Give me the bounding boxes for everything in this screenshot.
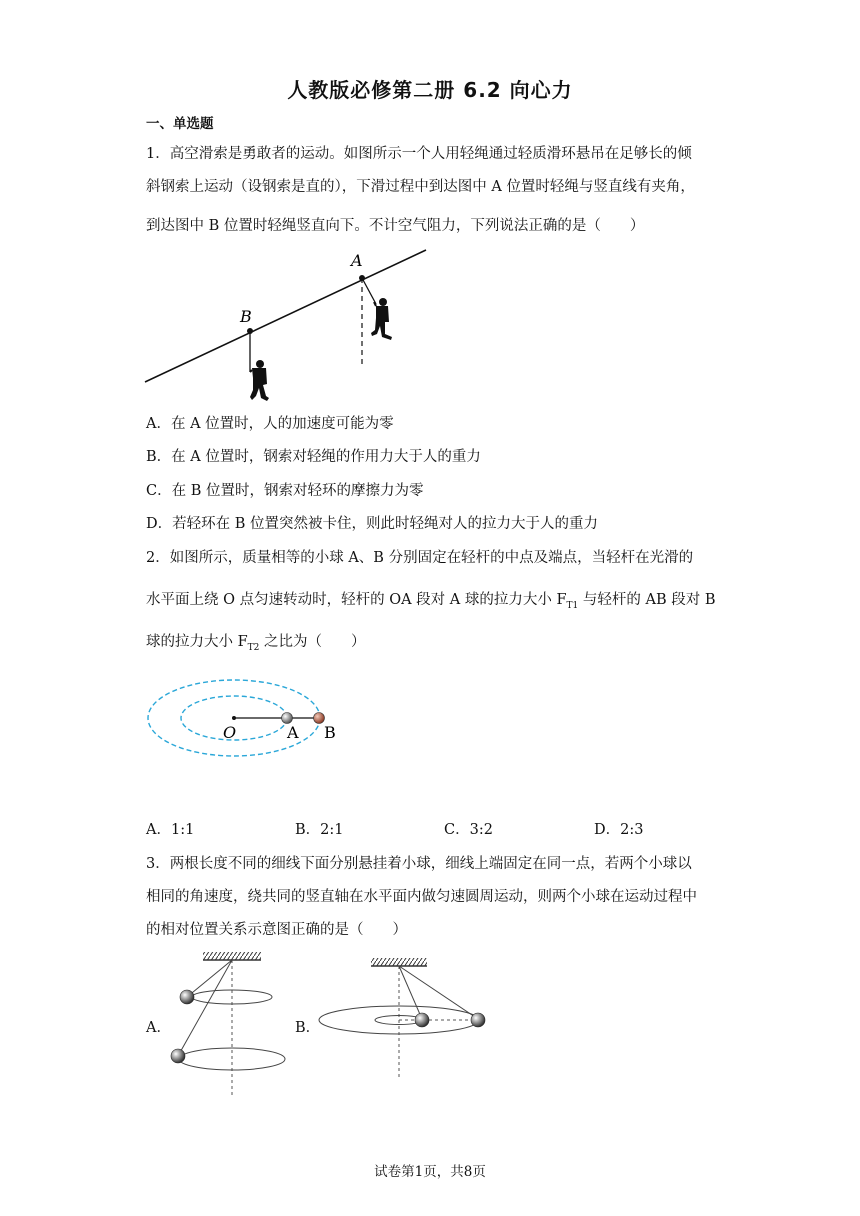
ball-a	[282, 713, 293, 724]
q1-option-a: A．在 A 位置时，人的加速度可能为零	[146, 416, 394, 432]
q3-figure-a	[166, 950, 286, 1100]
q1-option-d: D．若轻环在 B 位置突然被卡住，则此时轻绳对人的拉力大于人的重力	[146, 516, 598, 532]
q2-line-1: 2．如图所示，质量相等的小球 A、B 分别固定在轻杆的中点及端点，当轻杆在光滑的	[146, 550, 694, 566]
zipline-figure	[140, 244, 440, 404]
q3-line-1: 3．两根长度不同的细线下面分别悬挂着小球，细线上端固定在同一点，若两个小球以	[146, 856, 692, 872]
q2-option-d: D．2:3	[594, 822, 644, 838]
q1-line-3: 到达图中 B 位置时轻绳竖直向下。不计空气阻力，下列说法正确的是（ ）	[146, 218, 645, 234]
page-title: 人教版必修第二册 6.2 向心力	[287, 78, 573, 102]
q1-line-2: 斜钢索上运动（设钢索是直的），下滑过程中到达图中 A 位置时轻绳与竖直线有夹角，	[146, 179, 695, 195]
page-footer: 试卷第1页，共8页	[374, 1164, 486, 1180]
q2-label-a: A	[287, 723, 299, 742]
ball-b	[314, 713, 325, 724]
q3-figure-b	[316, 955, 496, 1085]
q3-line-3: 的相对位置关系示意图正确的是（ ）	[146, 922, 407, 938]
rotating-rod-figure	[140, 672, 370, 772]
q3-line-2: 相同的角速度，绕共同的竖直轴在水平面内做匀速圆周运动，则两个小球在运动过程中	[146, 889, 697, 905]
q2-line-3-sub: T2	[247, 642, 260, 653]
q1-label-b: B	[240, 307, 252, 326]
q1-option-c: C．在 B 位置时，钢索对轻环的摩擦力为零	[146, 483, 424, 499]
q2-option-c: C．3:2	[444, 822, 493, 838]
q2-label-b: B	[324, 723, 336, 742]
section-heading: 一、单选题	[146, 116, 214, 132]
q2-line-2-sub: T1	[566, 600, 579, 611]
q1-label-a: A	[351, 251, 363, 270]
q2-line-3-b: 之比为（ ）	[259, 634, 366, 650]
q3-option-a-label: A．	[146, 1020, 171, 1036]
q2-option-b: B．2:1	[295, 822, 344, 838]
q2-line-2	[146, 588, 716, 611]
q2-line-3-a: 球的拉力大小 F	[146, 634, 248, 650]
q1-line-1: 1．高空滑索是勇敢者的运动。如图所示一个人用轻绳通过轻质滑环悬吊在足够长的倾	[146, 146, 692, 162]
q1-option-b: B．在 A 位置时，钢索对轻绳的作用力大于人的重力	[146, 449, 481, 465]
q2-line-3	[146, 630, 366, 653]
q2-line-2-b: 与轻杆的 AB 段对 B	[578, 592, 716, 608]
q2-option-a: A．1:1	[146, 822, 195, 838]
q2-line-2-a: 水平面上绕 O 点匀速转动时，轻杆的 OA 段对 A 球的拉力大小 F	[146, 592, 567, 608]
q2-label-o: O	[223, 723, 237, 742]
q3-option-b-label: B．	[295, 1020, 321, 1036]
